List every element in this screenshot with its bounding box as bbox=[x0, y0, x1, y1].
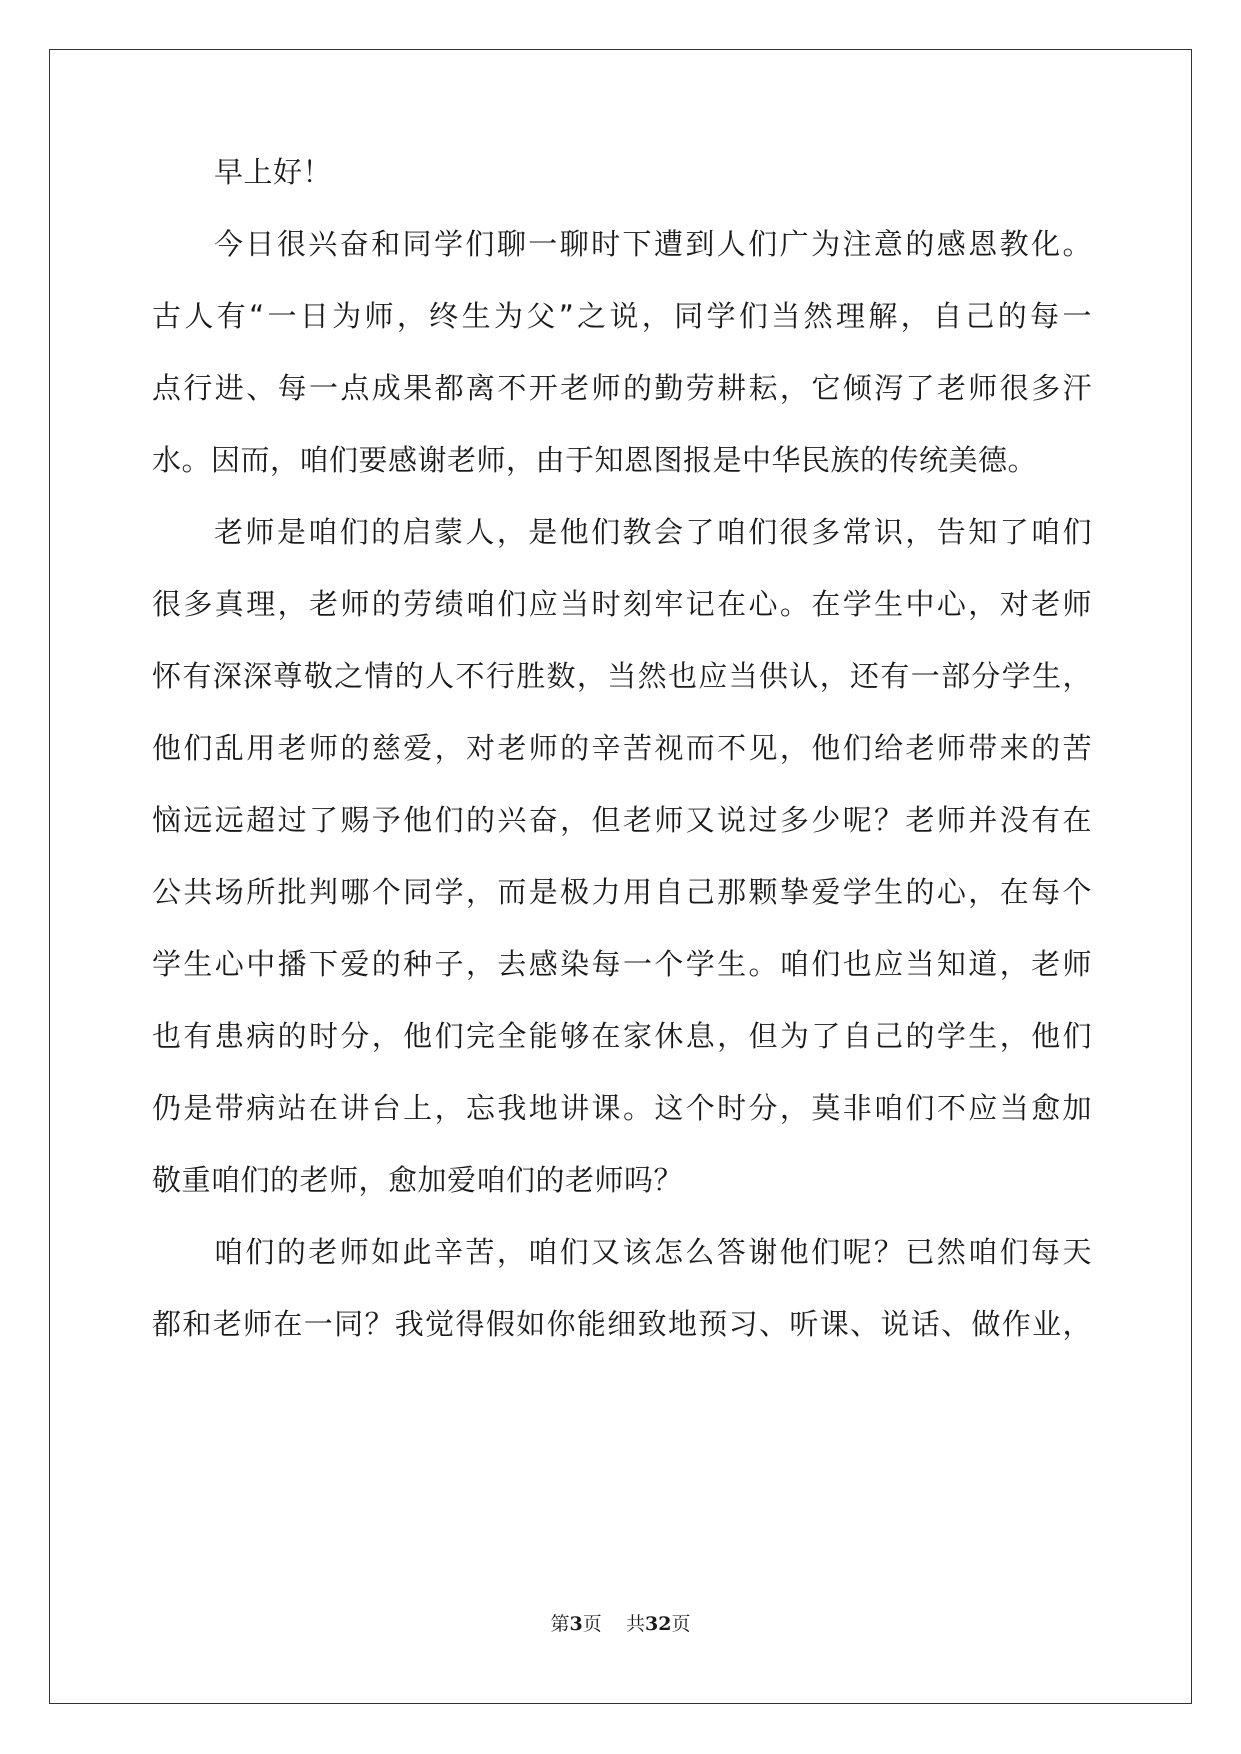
paragraph-2-line-3: 怀有深深尊敬之情的人不行胜数，当然也应当供认，还有一部分学生， bbox=[152, 659, 1092, 693]
paragraph-2-line-10: 敬重咱们的老师，愈加爱咱们的老师吗？ bbox=[152, 1163, 684, 1197]
paragraph-2-line-5: 恼远远超过了赐予他们的兴奋，但老师又说过多少呢？老师并没有在 bbox=[152, 803, 1092, 837]
greeting-line: 早上好！ bbox=[214, 155, 333, 189]
paragraph-2-line-9: 仍是带病站在讲台上，忘我地讲课。这个时分，莫非咱们不应当愈加 bbox=[152, 1091, 1092, 1125]
paragraph-2-line-7: 学生心中播下爱的种子，去感染每一个学生。咱们也应当知道，老师 bbox=[152, 947, 1092, 981]
paragraph-2-line-1: 老师是咱们的启蒙人，是他们教会了咱们很多常识，告知了咱们 bbox=[214, 515, 1092, 549]
paragraph-2-line-2: 很多真理，老师的劳绩咱们应当时刻牢记在心。在学生中心，对老师 bbox=[152, 587, 1092, 621]
paragraph-2-line-4: 他们乱用老师的慈爱，对老师的辛苦视而不见，他们给老师带来的苦 bbox=[152, 731, 1092, 765]
page-number-suffix: 页 bbox=[582, 1613, 602, 1635]
page-number-prefix: 第 bbox=[550, 1613, 570, 1635]
paragraph-1-line-1: 今日很兴奋和同学们聊一聊时下遭到人们广为注意的感恩教化。 bbox=[214, 227, 1092, 261]
paragraph-2-line-8: 也有患病的时分，他们完全能够在家休息，但为了自己的学生，他们 bbox=[152, 1019, 1092, 1053]
paragraph-3-line-2: 都和老师在一同？我觉得假如你能细致地预习、听课、说话、做作业， bbox=[152, 1307, 1092, 1341]
paragraph-3-line-1: 咱们的老师如此辛苦，咱们又该怎么答谢他们呢？已然咱们每天 bbox=[214, 1235, 1092, 1269]
paragraph-1-line-2: 古人有“一日为师，终生为父”之说，同学们当然理解，自己的每一 bbox=[152, 299, 1092, 333]
page-number: 3 bbox=[569, 1613, 583, 1635]
paragraph-1-line-3: 点行进、每一点成果都离不开老师的勤劳耕耘，它倾泻了老师很多汗 bbox=[152, 371, 1092, 405]
paragraph-1-line-4: 水。因而，咱们要感谢老师，由于知恩图报是中华民族的传统美德。 bbox=[152, 443, 1038, 477]
total-pages: 32 bbox=[644, 1613, 672, 1635]
total-pages-suffix: 页 bbox=[671, 1613, 691, 1635]
paragraph-2-line-6: 公共场所批判哪个同学，而是极力用自己那颗挚爱学生的心，在每个 bbox=[152, 875, 1092, 909]
total-pages-prefix: 共 bbox=[625, 1613, 645, 1635]
page-footer bbox=[0, 1609, 1241, 1636]
